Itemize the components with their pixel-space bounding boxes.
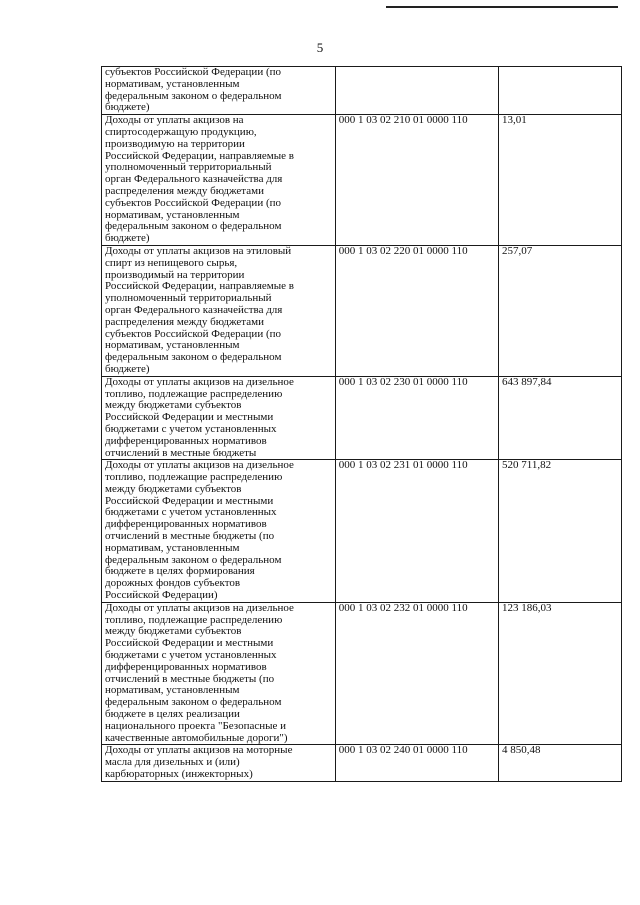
revenue-name-line: карбюраторных (инжекторных) [105,768,253,781]
revenue-name-line: субъектов Российской Федерации (по [105,327,281,340]
revenue-name-line: нормативам, установленным [105,541,240,554]
table-row [102,745,622,781]
revenue-name-line: федеральным законом о федеральном [105,696,282,709]
revenue-name-line: производимую на территории [105,137,245,150]
table-row [102,245,622,376]
revenue-name-line: отчислений в местные бюджеты (по [105,672,275,685]
revenue-name-line: Доходы от уплаты акцизов на дизельное [105,459,294,472]
revenue-name-cell [102,460,336,603]
revenue-name-line: Российской Федерации и местными [105,494,274,507]
revenue-name-line: нормативам, установленным [105,208,240,221]
revenue-name-line: федеральным законом о федеральном [105,351,282,364]
revenue-name-line: топливо, подлежащие распределению [105,387,283,400]
revenue-name-line: бюджетами с учетом установленных [105,422,277,435]
revenue-name-line: топливо, подлежащие распределению [105,613,283,626]
revenue-name-line: Российской Федерации, направляемые в [105,280,294,293]
revenue-name-line: Российской Федерации, направляемые в [105,149,294,162]
budget-code-cell [335,67,498,115]
revenue-name-cell [102,745,336,781]
revenue-name-line: Доходы от уплаты акцизов на дизельное [105,601,294,614]
table-row [102,115,622,246]
revenue-name-cell [102,115,336,246]
revenue-name-line: орган Федерального казначейства для [105,303,283,316]
revenue-name-line: федеральным законом о федеральном [105,553,282,566]
page-number: 5 [316,40,324,55]
revenue-name-line: бюджете в целях реализации [105,708,240,721]
revenue-name-line: Доходы от уплаты акцизов на этиловый [105,244,292,257]
revenue-name-line: федеральным законом о федеральном [105,220,282,233]
revenue-name-line: масла для дизельных и (или) [105,756,240,769]
revenue-name-line: бюджетами с учетом установленных [105,649,277,662]
revenue-name-line: Российской Федерации) [105,589,218,602]
revenue-name-line: бюджете) [105,362,150,375]
revenue-name-line: бюджете в целях формирования [105,565,255,578]
revenue-name-line: между бюджетами субъектов [105,482,242,495]
budget-code-cell: 000 1 03 02 232 01 0000 110 [335,602,498,745]
revenue-name-line: дифференцированных нормативов [105,434,267,447]
revenue-name-line: субъектов Российской Федерации (по [105,196,281,209]
revenue-name-line: между бюджетами субъектов [105,399,242,412]
revenue-name-line: качественные автомобильные дороги") [105,731,288,744]
amount-cell: 4 850,48 [499,745,622,781]
revenue-name-cell [102,376,336,460]
budget-code-cell: 000 1 03 02 220 01 0000 110 [335,245,498,376]
top-rule [386,6,618,8]
revenue-name-line: федеральным законом о федеральном [105,89,282,102]
revenue-table-body [102,67,622,782]
revenue-table [101,66,622,782]
amount-cell [499,67,622,115]
revenue-name-line: Доходы от уплаты акцизов на [105,114,244,127]
revenue-name-line: производимый на территории [105,268,245,281]
revenue-name-cell [102,602,336,745]
amount-cell: 13,01 [499,115,622,246]
revenue-name-line: Российской Федерации и местными [105,637,274,650]
revenue-name-line: спиртосодержащую продукцию, [105,125,257,138]
revenue-name-line: уполномоченный территориальный [105,161,272,174]
table-row [102,67,622,115]
amount-cell: 520 711,82 [499,460,622,603]
revenue-name-line: нормативам, установленным [105,77,240,90]
table-row [102,376,622,460]
amount-cell: 643 897,84 [499,376,622,460]
revenue-name-line: Доходы от уплаты акцизов на моторные [105,744,293,757]
revenue-name-line: дорожных фондов субъектов [105,577,241,590]
revenue-name-line: орган Федерального казначейства для [105,173,283,186]
revenue-name-line: нормативам, установленным [105,684,240,697]
budget-code-cell: 000 1 03 02 230 01 0000 110 [335,376,498,460]
revenue-name-line: Российской Федерации и местными [105,411,274,424]
revenue-name-line: спирт из непищевого сырья, [105,256,238,269]
budget-code-cell: 000 1 03 02 210 01 0000 110 [335,115,498,246]
revenue-name-cell [102,67,336,115]
revenue-name-line: распределения между бюджетами [105,184,264,197]
budget-code-cell: 000 1 03 02 240 01 0000 110 [335,745,498,781]
revenue-name-line: дифференцированных нормативов [105,660,267,673]
revenue-name-line: дифференцированных нормативов [105,518,267,531]
revenue-name-line: субъектов Российской Федерации (по [105,66,281,78]
amount-cell: 257,07 [499,245,622,376]
revenue-name-line: бюджетами с учетом установленных [105,506,277,519]
revenue-name-line: бюджете) [105,101,150,114]
amount-cell: 123 186,03 [499,602,622,745]
revenue-name-cell [102,245,336,376]
revenue-name-line: нормативам, установленным [105,339,240,352]
revenue-name-line: отчислений в местные бюджеты [105,446,257,459]
table-row [102,460,622,603]
revenue-name-line: уполномоченный территориальный [105,292,272,305]
revenue-name-line: топливо, подлежащие распределению [105,471,283,484]
revenue-name-line: бюджете) [105,232,150,245]
revenue-name-line: отчислений в местные бюджеты (по [105,530,275,543]
budget-code-cell: 000 1 03 02 231 01 0000 110 [335,460,498,603]
revenue-name-line: Доходы от уплаты акцизов на дизельное [105,375,294,388]
table-row [102,602,622,745]
revenue-name-line: между бюджетами субъектов [105,625,242,638]
revenue-name-line: распределения между бюджетами [105,315,264,328]
revenue-name-line: национального проекта "Безопасные и [105,719,287,732]
